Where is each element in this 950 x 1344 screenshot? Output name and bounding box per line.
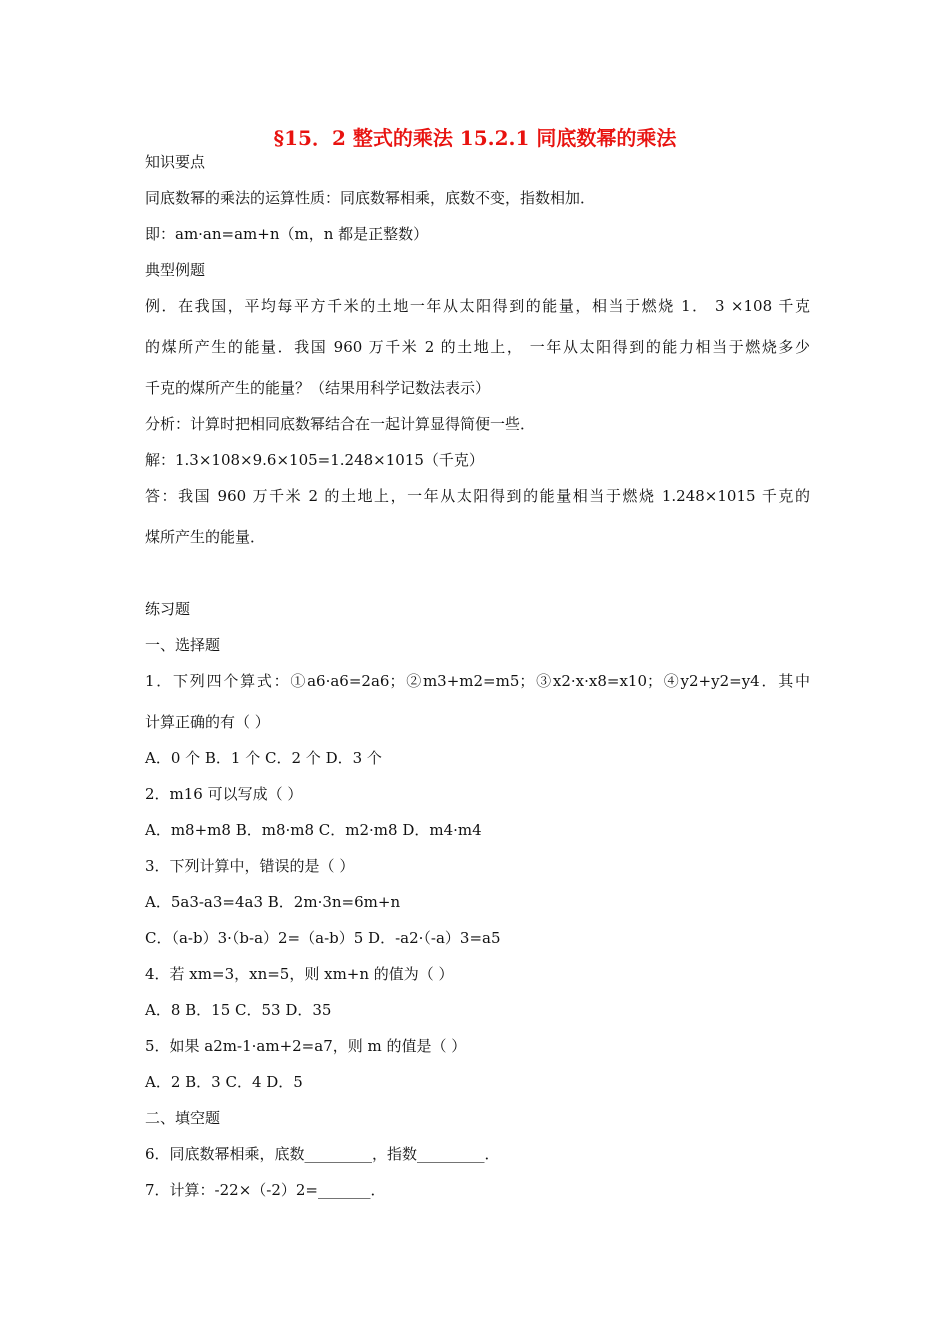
section-heading-multiple-choice: 一、选择题 — [145, 636, 221, 654]
section-heading-examples: 典型例题 — [145, 261, 206, 279]
question-7: 7．计算：-22×（-2）2=_______． — [145, 1181, 386, 1199]
example-line: 例．在我国，平均每平方千米的土地一年从太阳得到的能量，相当于燃烧 1． 3 ×108 千克 — [145, 297, 810, 315]
question-1: 1．下列四个算式：①a6·a6=2a6；②m3+m2=m5；③x2·x·x8=x10；④y2+y2=y4．其中 — [145, 672, 810, 690]
section-heading-key-points: 知识要点 — [145, 153, 206, 171]
formula-line: 即：am·an=am+n（m，n 都是正整数） — [145, 225, 429, 243]
answer-line: 答：我国 960 万千米 2 的土地上，一年从太阳得到的能量相当于燃烧 1.248×1015 千克的 — [145, 487, 810, 505]
question-3-options: A．5a3-a3=4a3 B．2m·3n=6m+n — [145, 893, 401, 911]
section-heading-fill-in: 二、填空题 — [145, 1109, 221, 1127]
page-title: §15．2 整式的乘法 15.2.1 同底数幂的乘法 — [273, 126, 677, 150]
question-4: 4．若 xm=3，xn=5，则 xm+n 的值为（ ） — [145, 965, 454, 983]
question-1-options: A．0 个 B．1 个 C．2 个 D．3 个 — [145, 749, 382, 767]
question-3: 3．下列计算中，错误的是（ ） — [145, 857, 355, 875]
example-line: 千克的煤所产生的能量？（结果用科学记数法表示） — [145, 379, 491, 397]
question-2-options: A．m8+m8 B．m8·m8 C．m2·m8 D．m4·m4 — [145, 821, 482, 839]
question-3-options: C．（a-b）3·（b-a）2=（a-b）5 D．-a2·（-a）3=a5 — [145, 929, 501, 947]
section-heading-exercises: 练习题 — [145, 600, 191, 618]
question-6: 6．同底数幂相乘，底数_________，指数_________． — [145, 1145, 500, 1163]
question-2: 2．m16 可以写成（ ） — [145, 785, 303, 803]
answer-line: 煤所产生的能量． — [145, 528, 266, 546]
example-line: 的煤所产生的能量．我国 960 万千米 2 的土地上， 一年从太阳得到的能力相当于燃烧多少 — [145, 338, 810, 356]
analysis-line: 分析：计算时把相同底数幂结合在一起计算显得简便一些． — [145, 415, 536, 433]
question-5-options: A．2 B．3 C．4 D．5 — [145, 1073, 303, 1091]
question-4-options: A．8 B．15 C．53 D．35 — [145, 1001, 332, 1019]
text-line: 同底数幂的乘法的运算性质：同底数幂相乘，底数不变，指数相加． — [145, 189, 596, 207]
solution-line: 解：1.3×108×9.6×105=1.248×1015（千克） — [145, 451, 484, 469]
question-5: 5．如果 a2m-1·am+2=a7，则 m 的值是（ ） — [145, 1037, 467, 1055]
question-1: 计算正确的有（ ） — [145, 713, 270, 731]
